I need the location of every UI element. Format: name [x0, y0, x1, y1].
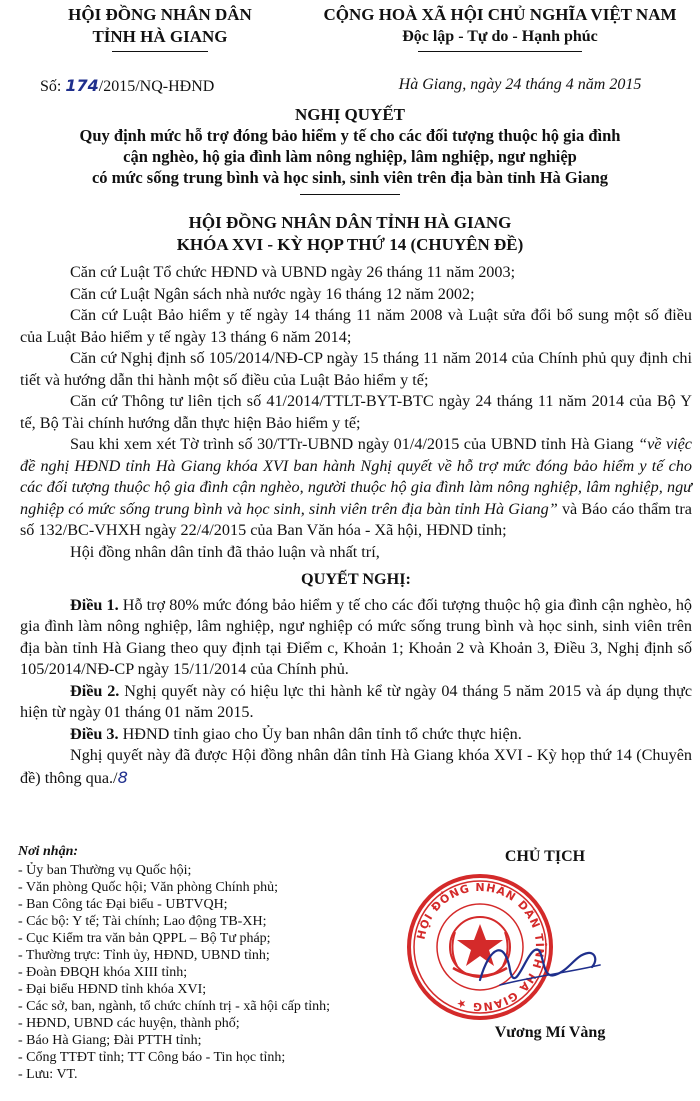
signer-title: CHỦ TỊCH: [504, 848, 586, 865]
resolves-heading: QUYẾT NGHỊ:: [301, 570, 411, 588]
legal-basis: Căn cứ Luật Ngân sách nhà nước ngày 16 tháng 12 năm 2002;: [70, 284, 475, 303]
issuer-header: [40, 4, 280, 48]
recipient-item: - Ủy ban Thường vụ Quốc hội;: [18, 863, 192, 878]
article-3: Điều 3. HĐND tỉnh giao cho Ủy ban nhân dân tỉnh tổ chức thực hiện.: [70, 724, 522, 743]
place-date: Hà Giang, ngày 24 tháng 4 năm 2015: [398, 76, 642, 93]
legal-basis: Căn cứ Luật Tổ chức HĐND và UBND ngày 26 tháng 11 năm 2003;: [70, 263, 516, 281]
recipient-item: - Các bộ: Y tế; Tài chính; Lao động TB-XH;: [18, 914, 267, 929]
national-header: [300, 4, 700, 48]
national-name: CỘNG HOÀ XÃ HỘI CHỦ NGHĨA VIỆT NAM: [323, 5, 677, 24]
recipient-item: - Báo Hà Giang; Đài PTTH tỉnh;: [18, 1033, 202, 1048]
issuer-underline: [112, 51, 208, 52]
national-motto: Độc lập - Tự do - Hạnh phúc: [402, 28, 598, 45]
agreement-line: Hội đồng nhân dân tỉnh đã thảo luận và nhất trí,: [70, 542, 380, 561]
subject-underline: [300, 194, 400, 195]
document-number: Số: 174/2015/NQ-HĐND: [40, 76, 215, 95]
document-subject: Quy định mức hỗ trợ đóng bảo hiểm y tế cho các đối tượng thuộc hộ gia đình cận nghèo, hộ gia đình làm nông nghiệp, lâm nghiệp, ngư nghiệp có mức sống trung bình và học sinh, sinh viên trên địa bàn tỉnh Hà Giang: [79, 126, 621, 187]
recipient-item: - Cục Kiểm tra văn bản QPPL – Bộ Tư pháp;: [18, 931, 271, 946]
issuer-name: HỘI ĐỒNG NHÂN DÂN: [68, 5, 252, 24]
recipient-item: - Thường trực: Tỉnh ủy, HĐND, UBND tỉnh;: [18, 948, 270, 963]
handwritten-signature: [470, 925, 610, 1005]
recipient-item: - Đoàn ĐBQH khóa XIII tỉnh;: [18, 965, 188, 980]
recipient-item: - Các sở, ban, ngành, tổ chức chính trị - xã hội cấp tỉnh;: [18, 999, 331, 1014]
recipient-item: - Văn phòng Quốc hội; Văn phòng Chính phủ;: [18, 880, 279, 895]
legal-basis: Căn cứ Luật Bảo hiểm y tế ngày 14 tháng 11 năm 2008 và Luật sửa đổi bổ sung một số điều của Luật Bảo hiểm y tế ngày 13 tháng 6 năm 2014;: [20, 306, 692, 346]
document-type: NGHỊ QUYẾT: [294, 105, 406, 124]
recipient-item: - HĐND, UBND các huyện, thành phố;: [18, 1016, 240, 1031]
resolution-body: [20, 262, 692, 789]
article-1: Điều 1. Hỗ trợ 80% mức đóng bảo hiểm y tế cho các đối tượng thuộc hộ gia đình cận nghèo, hộ gia đình làm nông nghiệp, lâm nghiệp, ngư nghiệp có mức sống trung bình và học sinh, sinh viên trên địa bàn tỉnh Hà Giang theo quy định tại Điểm c, Khoản 1; Khoản 2 và Khoản 3, Điều 3, Nghị định số 105/2014/NĐ-CP ngày 15/11/2014 của Chính phủ.: [20, 595, 693, 678]
recipients-title: Nơi nhận:: [18, 844, 79, 859]
council-heading: HỘI ĐỒNG NHÂN DÂN TỈNH HÀ GIANG KHÓA XVI - KỲ HỌP THỨ 14 (CHUYÊN ĐỀ): [176, 213, 524, 254]
signer-name: Vương Mí Vàng: [494, 1024, 606, 1041]
recipient-item: - Đại biểu HĐND tỉnh khóa XVI;: [18, 982, 207, 997]
closing-paragraph: Nghị quyết này đã được Hội đồng nhân dân tỉnh Hà Giang khóa XVI - Kỳ họp thứ 14 (Chuyên đề) thông qua./8: [20, 746, 692, 787]
article-2: Điều 2. Nghị quyết này có hiệu lực thi hành kể từ ngày 04 tháng 5 năm 2015 và áp dụng thực hiện từ ngày 01 tháng 01 năm 2015.: [20, 681, 693, 721]
recipients-block: [18, 843, 418, 1083]
recipient-item: - Ban Công tác Đại biểu - UBTVQH;: [18, 897, 228, 912]
review-paragraph: Sau khi xem xét Tờ trình số 30/TTr-UBND ngày 01/4/2015 của UBND tỉnh Hà Giang “về việc đề nghị HĐND tỉnh Hà Giang khóa XVI ban hành Nghị quyết về hỗ trợ mức đóng bảo hiểm y tế cho các đối tượng thuộc hộ gia đình cận nghèo, người thuộc hộ gia đình làm nông nghiệp, lâm nghiệp, ngư nghiệp có mức sống trung bình và học sinh, sinh viên trên địa bàn tỉnh Hà Giang” và Báo cáo thẩm tra số 132/BC-VHXH ngày 22/4/2015 của Ban Văn hóa - Xã hội, HĐND tỉnh;: [20, 435, 692, 539]
recipient-item: - Lưu: VT.: [18, 1067, 78, 1082]
handwritten-number: 174: [65, 76, 99, 95]
legal-basis: Căn cứ Thông tư liên tịch số 41/2014/TTLT-BYT-BTC ngày 24 tháng 11 năm 2014 của Bộ Y tế, Bộ Tài chính hướng dẫn thực hiện Bảo hiểm y tế;: [20, 392, 692, 432]
svg-text:HỘI ĐỒNG NHÂN DÂN TỈNH HÀ GIAN: HỘI ĐỒNG NHÂN DÂN TỈNH HÀ GIANG ★: [414, 880, 547, 1014]
legal-basis: Căn cứ Nghị định số 105/2014/NĐ-CP ngày 15 tháng 11 năm 2014 của Chính phủ quy định chi tiết và hướng dẫn thi hành một số điều của Luật Bảo hiểm y tế;: [20, 349, 692, 389]
closing-mark: 8: [117, 767, 128, 787]
issuer-province: TỈNH HÀ GIANG: [92, 27, 228, 46]
motto-underline: [418, 51, 582, 52]
recipient-item: - Cổng TTĐT tỉnh; TT Công báo - Tin học tỉnh;: [18, 1050, 286, 1065]
